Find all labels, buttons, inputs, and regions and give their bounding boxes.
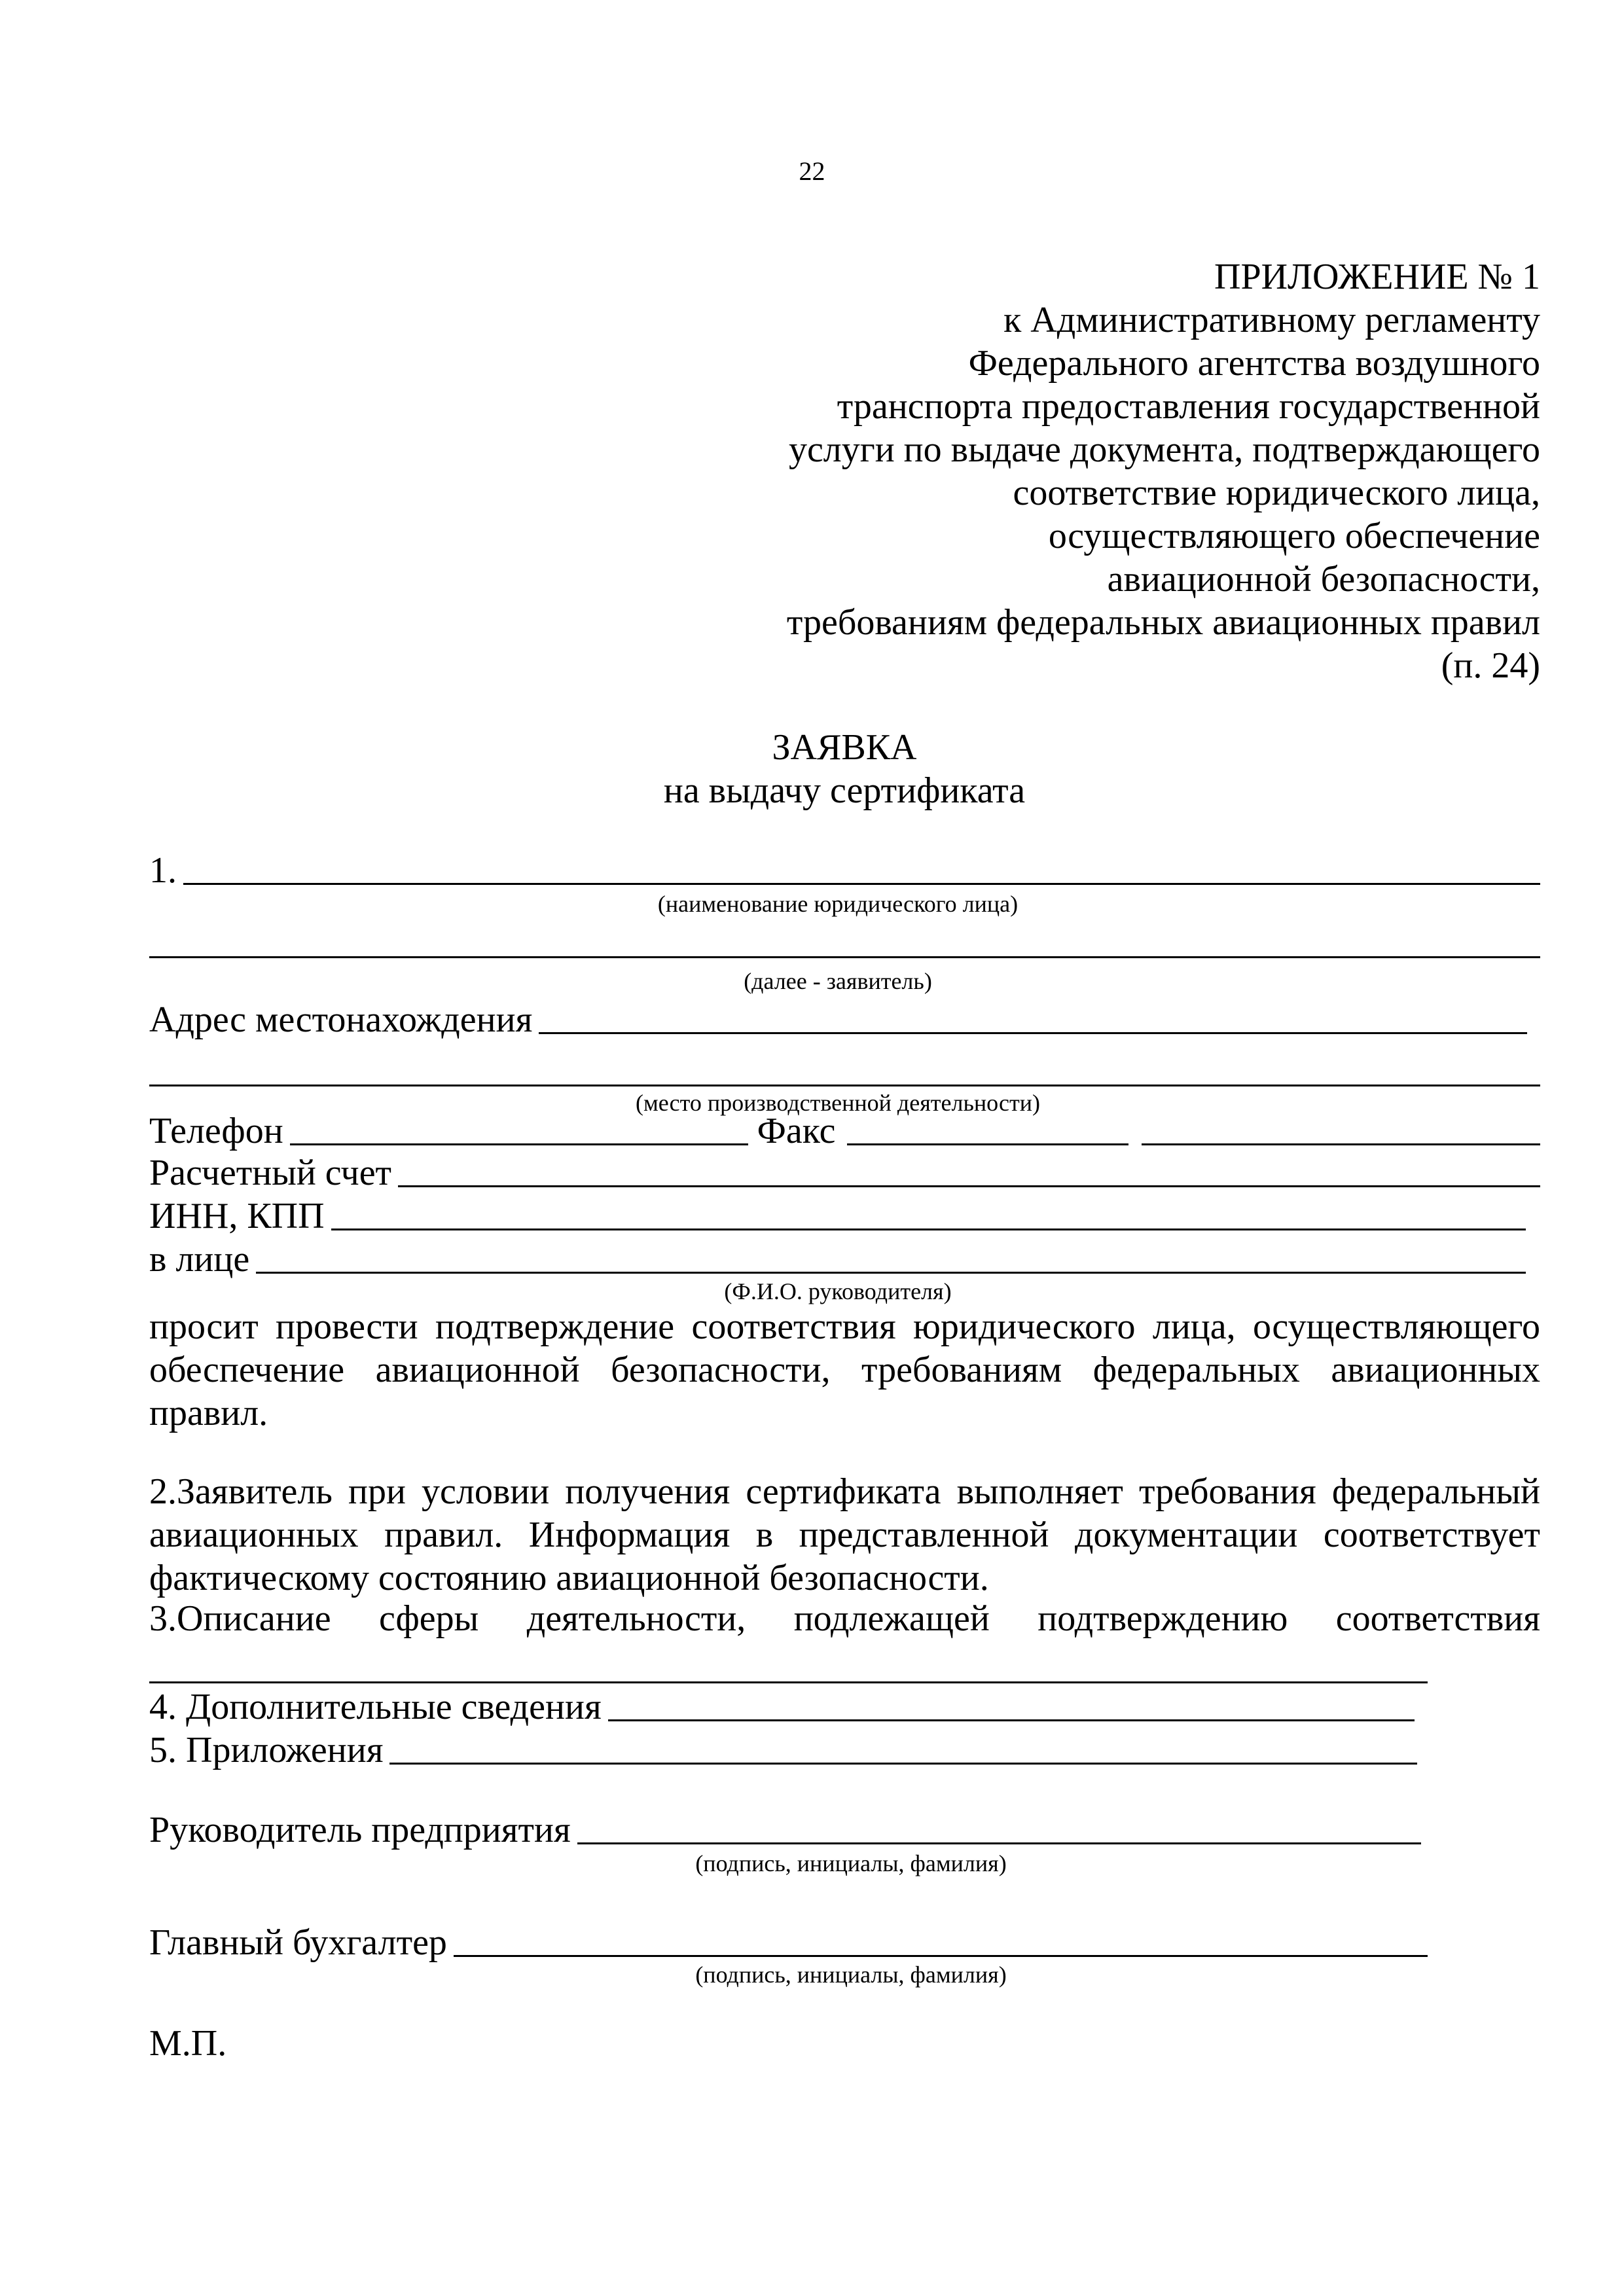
- document-subtitle: на выдачу сертификата: [663, 770, 1026, 811]
- activity-place-caption: (место производственной деятельности): [635, 1090, 1040, 1116]
- appendix-line: ПРИЛОЖЕНИЕ № 1: [1214, 257, 1540, 297]
- legal-entity-row-2: [149, 918, 1540, 963]
- accountant-signature-label: Главный бухгалтер: [149, 1922, 447, 1963]
- phone-label: Телефон: [149, 1111, 283, 1151]
- head-signature-field[interactable]: [577, 1811, 1421, 1844]
- person-label: в лице: [149, 1239, 250, 1280]
- inn-kpp-row: [149, 1190, 1526, 1236]
- appendix-line: осуществляющего обеспечение: [1048, 516, 1540, 556]
- account-label: Расчетный счет: [149, 1153, 392, 1193]
- request-line: просит провести подтверждение соответствия юридического лица, осуществляющего: [149, 1306, 1540, 1347]
- additional-info-field[interactable]: [608, 1688, 1415, 1721]
- fax-field-2[interactable]: [1142, 1112, 1540, 1145]
- item2-line: авиационных правил. Информация в представленной документации соответствует: [149, 1515, 1540, 1555]
- legal-entity-field-2[interactable]: [149, 925, 1540, 958]
- appendix-line: Федерального агентства воздушного: [968, 343, 1540, 384]
- activity-description-field[interactable]: [149, 1650, 1428, 1683]
- phone-field[interactable]: [290, 1112, 748, 1145]
- appendix-line: услуги по выдаче документа, подтверждающего: [788, 429, 1540, 470]
- head-signature-label: Руководитель предприятия: [149, 1810, 571, 1850]
- item4-label: 4. Дополнительные сведения: [149, 1687, 602, 1727]
- page-number: 22: [799, 156, 825, 186]
- head-name-field[interactable]: [256, 1240, 1526, 1274]
- fax-field[interactable]: [847, 1112, 1128, 1145]
- accountant-signature-caption: (подпись, инициалы, фамилия): [695, 1962, 1007, 1988]
- address-row-2: [149, 1046, 1540, 1092]
- item3-paragraph: [149, 1597, 1540, 1640]
- appendix-line: требованиям федеральных авиационных правил: [786, 602, 1540, 643]
- request-line: правил.: [149, 1393, 268, 1433]
- item2-line: 2.Заявитель при условии получения сертификата выполняет требования федеральный: [149, 1471, 1540, 1512]
- appendix-line: (п. 24): [1441, 645, 1540, 686]
- item1-label: 1.: [149, 850, 177, 891]
- applicant-caption: (далее - заявитель): [744, 968, 932, 994]
- phone-fax-row: [149, 1105, 1540, 1151]
- head-signature-caption: (подпись, инициалы, фамилия): [695, 1850, 1007, 1876]
- fax-label: Факс: [757, 1111, 836, 1151]
- document-title: ЗАЯВКА: [772, 727, 917, 768]
- attachments-field[interactable]: [389, 1731, 1417, 1765]
- item2-paragraph: [149, 1470, 1540, 1600]
- seal-place: М.П.: [149, 2023, 227, 2064]
- item5-row: [149, 1724, 1417, 1770]
- appendix-line: транспорта предоставления государственной: [837, 386, 1540, 427]
- appendix-header: [427, 255, 1540, 687]
- address-row: [149, 994, 1527, 1039]
- request-paragraph: [149, 1305, 1540, 1435]
- address-field[interactable]: [539, 1001, 1527, 1034]
- item4-row: [149, 1681, 1415, 1727]
- legal-entity-caption: (наименование юридического лица): [657, 891, 1019, 917]
- item5-label: 5. Приложения: [149, 1730, 384, 1770]
- person-row: [149, 1233, 1526, 1279]
- item2-line: фактическому состоянию авиационной безопасности.: [149, 1558, 989, 1598]
- account-field[interactable]: [398, 1154, 1540, 1187]
- address-label: Адрес местонахождения: [149, 999, 533, 1040]
- accountant-signature-row: [149, 1916, 1428, 1962]
- address-field-2[interactable]: [149, 1053, 1540, 1086]
- appendix-line: соответствие юридического лица,: [1013, 473, 1540, 513]
- head-name-caption: (Ф.И.О. руководителя): [724, 1278, 952, 1304]
- accountant-signature-field[interactable]: [454, 1924, 1428, 1957]
- inn-kpp-label: ИНН, КПП: [149, 1196, 325, 1236]
- inn-kpp-field[interactable]: [331, 1197, 1526, 1230]
- appendix-line: к Административному регламенту: [1003, 300, 1540, 340]
- account-row: [149, 1147, 1540, 1193]
- item3-line: 3.Описание сферы деятельности, подлежащей подтверждению соответствия: [149, 1598, 1540, 1639]
- head-signature-row: [149, 1804, 1421, 1850]
- legal-entity-field[interactable]: [183, 852, 1540, 885]
- appendix-line: авиационной безопасности,: [1107, 559, 1540, 600]
- legal-entity-row: [149, 844, 1540, 890]
- request-line: обеспечение авиационной безопасности, требованиям федеральных авиационных: [149, 1350, 1540, 1390]
